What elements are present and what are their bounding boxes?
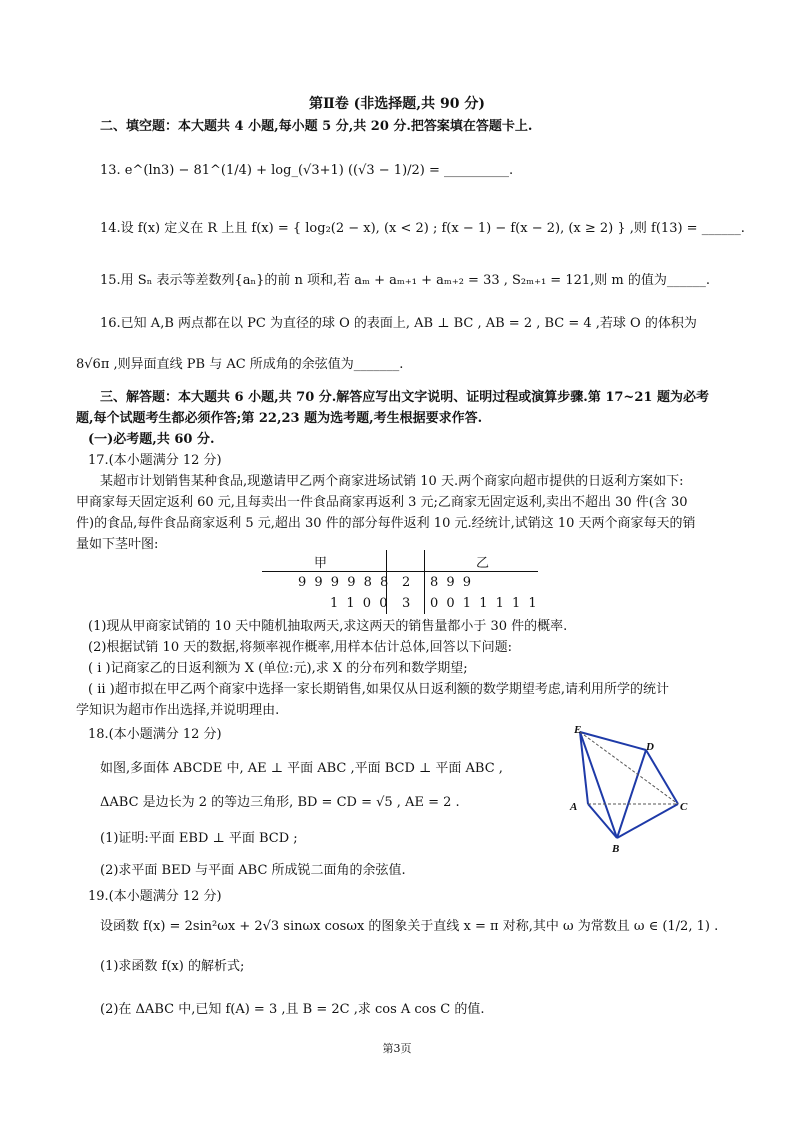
stem-rule <box>262 571 538 572</box>
figure-label-b: B <box>612 843 620 855</box>
question-18-line2: ΔABC 是边长为 2 的等边三角形, BD = CD = √5 , AE = 2 . <box>100 795 460 810</box>
stem-header-left: 甲 <box>314 556 330 571</box>
stem-row1-stem: 2 <box>402 575 413 590</box>
figure-label-c: C <box>680 801 688 813</box>
question-18-line1: 如图,多面体 ABCDE 中, AE ⊥ 平面 ABC ,平面 BCD ⊥ 平面 ABC , <box>100 761 503 776</box>
figure-label-e: E <box>574 724 582 736</box>
figure-label-d: D <box>646 741 654 753</box>
part3-header-line1: 三、解答题：本大题共 6 小题,共 70 分.解答应写出文字说明、证明过程或演算步骤.第 17~21 题为必考 <box>100 390 709 405</box>
question-19-part2: (2)在 ΔABC 中,已知 f(A) = 3 ,且 B = 2C ,求 cos A cos C 的值. <box>100 1002 485 1017</box>
required-header: (一)必考题,共 60 分. <box>88 432 215 447</box>
question-18-part1: (1)证明:平面 EBD ⊥ 平面 BCD ; <box>100 831 298 846</box>
stem-row2-stem: 3 <box>402 596 413 611</box>
question-17-line4: 量如下茎叶图: <box>76 537 159 552</box>
figure-label-a: A <box>570 801 578 813</box>
question-14: 14.设 f(x) 定义在 R 上且 f(x) = { log₂(2 − x), (x < 2) ; f(x − 1) − f(x − 2), (x ≥ 2) } ,则 f(13) = ______. <box>100 221 745 236</box>
page-number: 第3页 <box>382 1042 412 1055</box>
stem-row1-right: 8 9 9 <box>430 575 474 590</box>
question-17-line1: 某超市计划销售某种食品,现邀请甲乙两个商家进场试销 10 天.两个商家向超市提供的日返利方案如下: <box>100 474 684 489</box>
question-19-part1: (1)求函数 f(x) 的解析式; <box>100 959 245 974</box>
stem-row2-left: 1 1 0 0 <box>330 596 390 611</box>
stem-row2-right: 0 0 1 1 1 1 1 <box>430 596 539 611</box>
question-17-part1: (1)现从甲商家试销的 10 天中随机抽取两天,求这两天的销售量都小于 30 件的概率. <box>88 619 568 634</box>
question-17-line2: 甲商家每天固定返利 60 元,且每卖出一件食品商家再返利 3 元;乙商家无固定返利,卖出不超出 30 件(含 30 <box>76 495 688 510</box>
polyhedron-figure <box>566 724 706 860</box>
section-title: 第Ⅱ卷 (非选择题,共 90 分) <box>308 96 486 112</box>
part3-header-line2: 题,每个试题考生都必须作答;第 22,23 题为选考题,考生根据要求作答. <box>76 411 483 426</box>
question-17-part2-ii-line1: ( ii )超市拟在甲乙两个商家中选择一家长期销售,如果仅从日返利额的数学期望考虑,请利用所学的统计 <box>88 682 669 697</box>
figure-hidden-edges <box>580 732 678 804</box>
question-17-part2: (2)根据试销 10 天的数据,将频率视作概率,用样本估计总体,回答以下问题: <box>88 640 512 655</box>
question-17-title: 17.(本小题满分 12 分) <box>88 453 222 468</box>
question-17-part2-ii-line2: 学知识为超市作出选择,并说明理由. <box>76 703 280 718</box>
question-16-line1: 16.已知 A,B 两点都在以 PC 为直径的球 O 的表面上, AB ⊥ BC , AB = 2 , BC = 4 ,若球 O 的体积为 <box>100 316 697 331</box>
figure-solid-edges <box>580 732 678 838</box>
question-19-line1: 设函数 f(x) = 2sin²ωx + 2√3 sinωx cosωx 的图象关于直线 x = π 对称,其中 ω 为常数且 ω ∈ (1/2, 1) . <box>100 919 719 934</box>
question-16-line2: 8√6π ,则异面直线 PB 与 AC 所成角的余弦值为_______. <box>76 357 404 372</box>
part2-header: 二、填空题：本大题共 4 小题,每小题 5 分,共 20 分.把答案填在答题卡上. <box>100 119 533 134</box>
question-15: 15.用 Sₙ 表示等差数列{aₙ}的前 n 项和,若 aₘ + aₘ₊₁ + aₘ₊₂ = 33 , S₂ₘ₊₁ = 121,则 m 的值为______. <box>100 273 711 288</box>
question-18-title: 18.(本小题满分 12 分) <box>88 727 222 742</box>
question-13: 13. e^(ln3) − 81^(1/4) + log_(√3+1) ((√3 − 1)/2) = __________. <box>100 163 514 178</box>
question-18-part2: (2)求平面 BED 与平面 ABC 所成锐二面角的余弦值. <box>100 863 406 878</box>
question-17-part2-i: ( i )记商家乙的日返利额为 X (单位:元),求 X 的分布列和数学期望; <box>88 661 468 676</box>
stem-leaf-plot <box>262 550 538 614</box>
stem-divider-right <box>424 550 425 614</box>
stem-header-right: 乙 <box>476 556 492 571</box>
stem-row1-left: 9 9 9 9 8 8 <box>298 575 391 590</box>
question-19-title: 19.(本小题满分 12 分) <box>88 889 222 904</box>
question-17-line3: 件)的食品,每件食品商家返利 5 元,超出 30 件的部分每件返利 10 元.经统计,试销这 10 天两个商家每天的销 <box>76 516 696 531</box>
